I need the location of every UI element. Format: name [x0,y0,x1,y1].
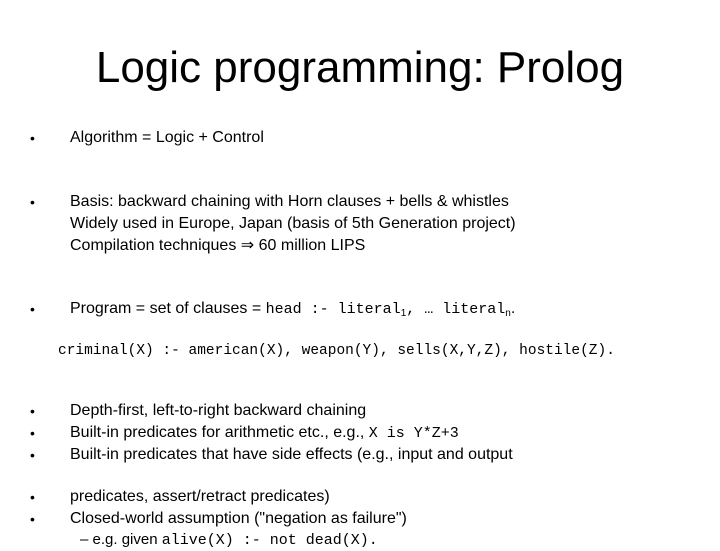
clause-period: . [510,300,516,317]
closed-world-line: Closed-world assumption ("negation as failure") [70,510,407,527]
clause-mid-code: , … literal [406,301,506,318]
bullet-icon: • [30,403,35,419]
basis-line: Basis: backward chaining with Horn clauses + bells & whistles [70,193,509,210]
depth-first-line: Depth-first, left-to-right backward chaining [70,402,367,419]
example-subline [80,530,378,551]
bullet-icon: • [30,489,35,505]
implies-icon: ⇒ [240,237,255,254]
builtin-arith-line [70,423,459,444]
bullet-icon: • [30,194,35,210]
europe-line: Widely used in Europe, Japan (basis of 5th Generation project) [70,215,516,232]
program-text: Program = set of clauses = [70,300,266,317]
arith-example-code: X is Y*Z+3 [368,425,459,442]
alive-rule-code: alive(X) :- not dead(X). [161,532,378,549]
bullet-icon: • [30,447,35,463]
bullet-icon: • [30,425,35,441]
bullet-icon: • [30,301,35,317]
predicates-line: predicates, assert/retract predicates) [70,488,330,505]
slide-title: Logic programming: Prolog [95,43,625,92]
subscript-n: n [505,308,511,319]
side-effects-line: Built-in predicates that have side effects (e.g., input and output [70,446,513,463]
builtin-arith-text: Built-in predicates for arithmetic etc., e.g., [70,424,369,441]
bullet-icon: • [30,511,35,527]
compilation-line [70,236,365,256]
bullet-icon: • [30,130,35,146]
program-line [70,299,515,324]
compilation-text: Compilation techniques [70,237,241,254]
example-text: – e.g. given [80,531,162,548]
algorithm-line: Algorithm = Logic + Control [70,129,264,146]
criminal-rule-code: criminal(X) :- american(X), weapon(Y), sells(X,Y,Z), hostile(Z). [58,343,615,359]
subscript-1: 1 [400,308,407,319]
lips-text: 60 million LIPS [254,237,366,254]
clause-head-code: head :- literal [265,301,401,318]
